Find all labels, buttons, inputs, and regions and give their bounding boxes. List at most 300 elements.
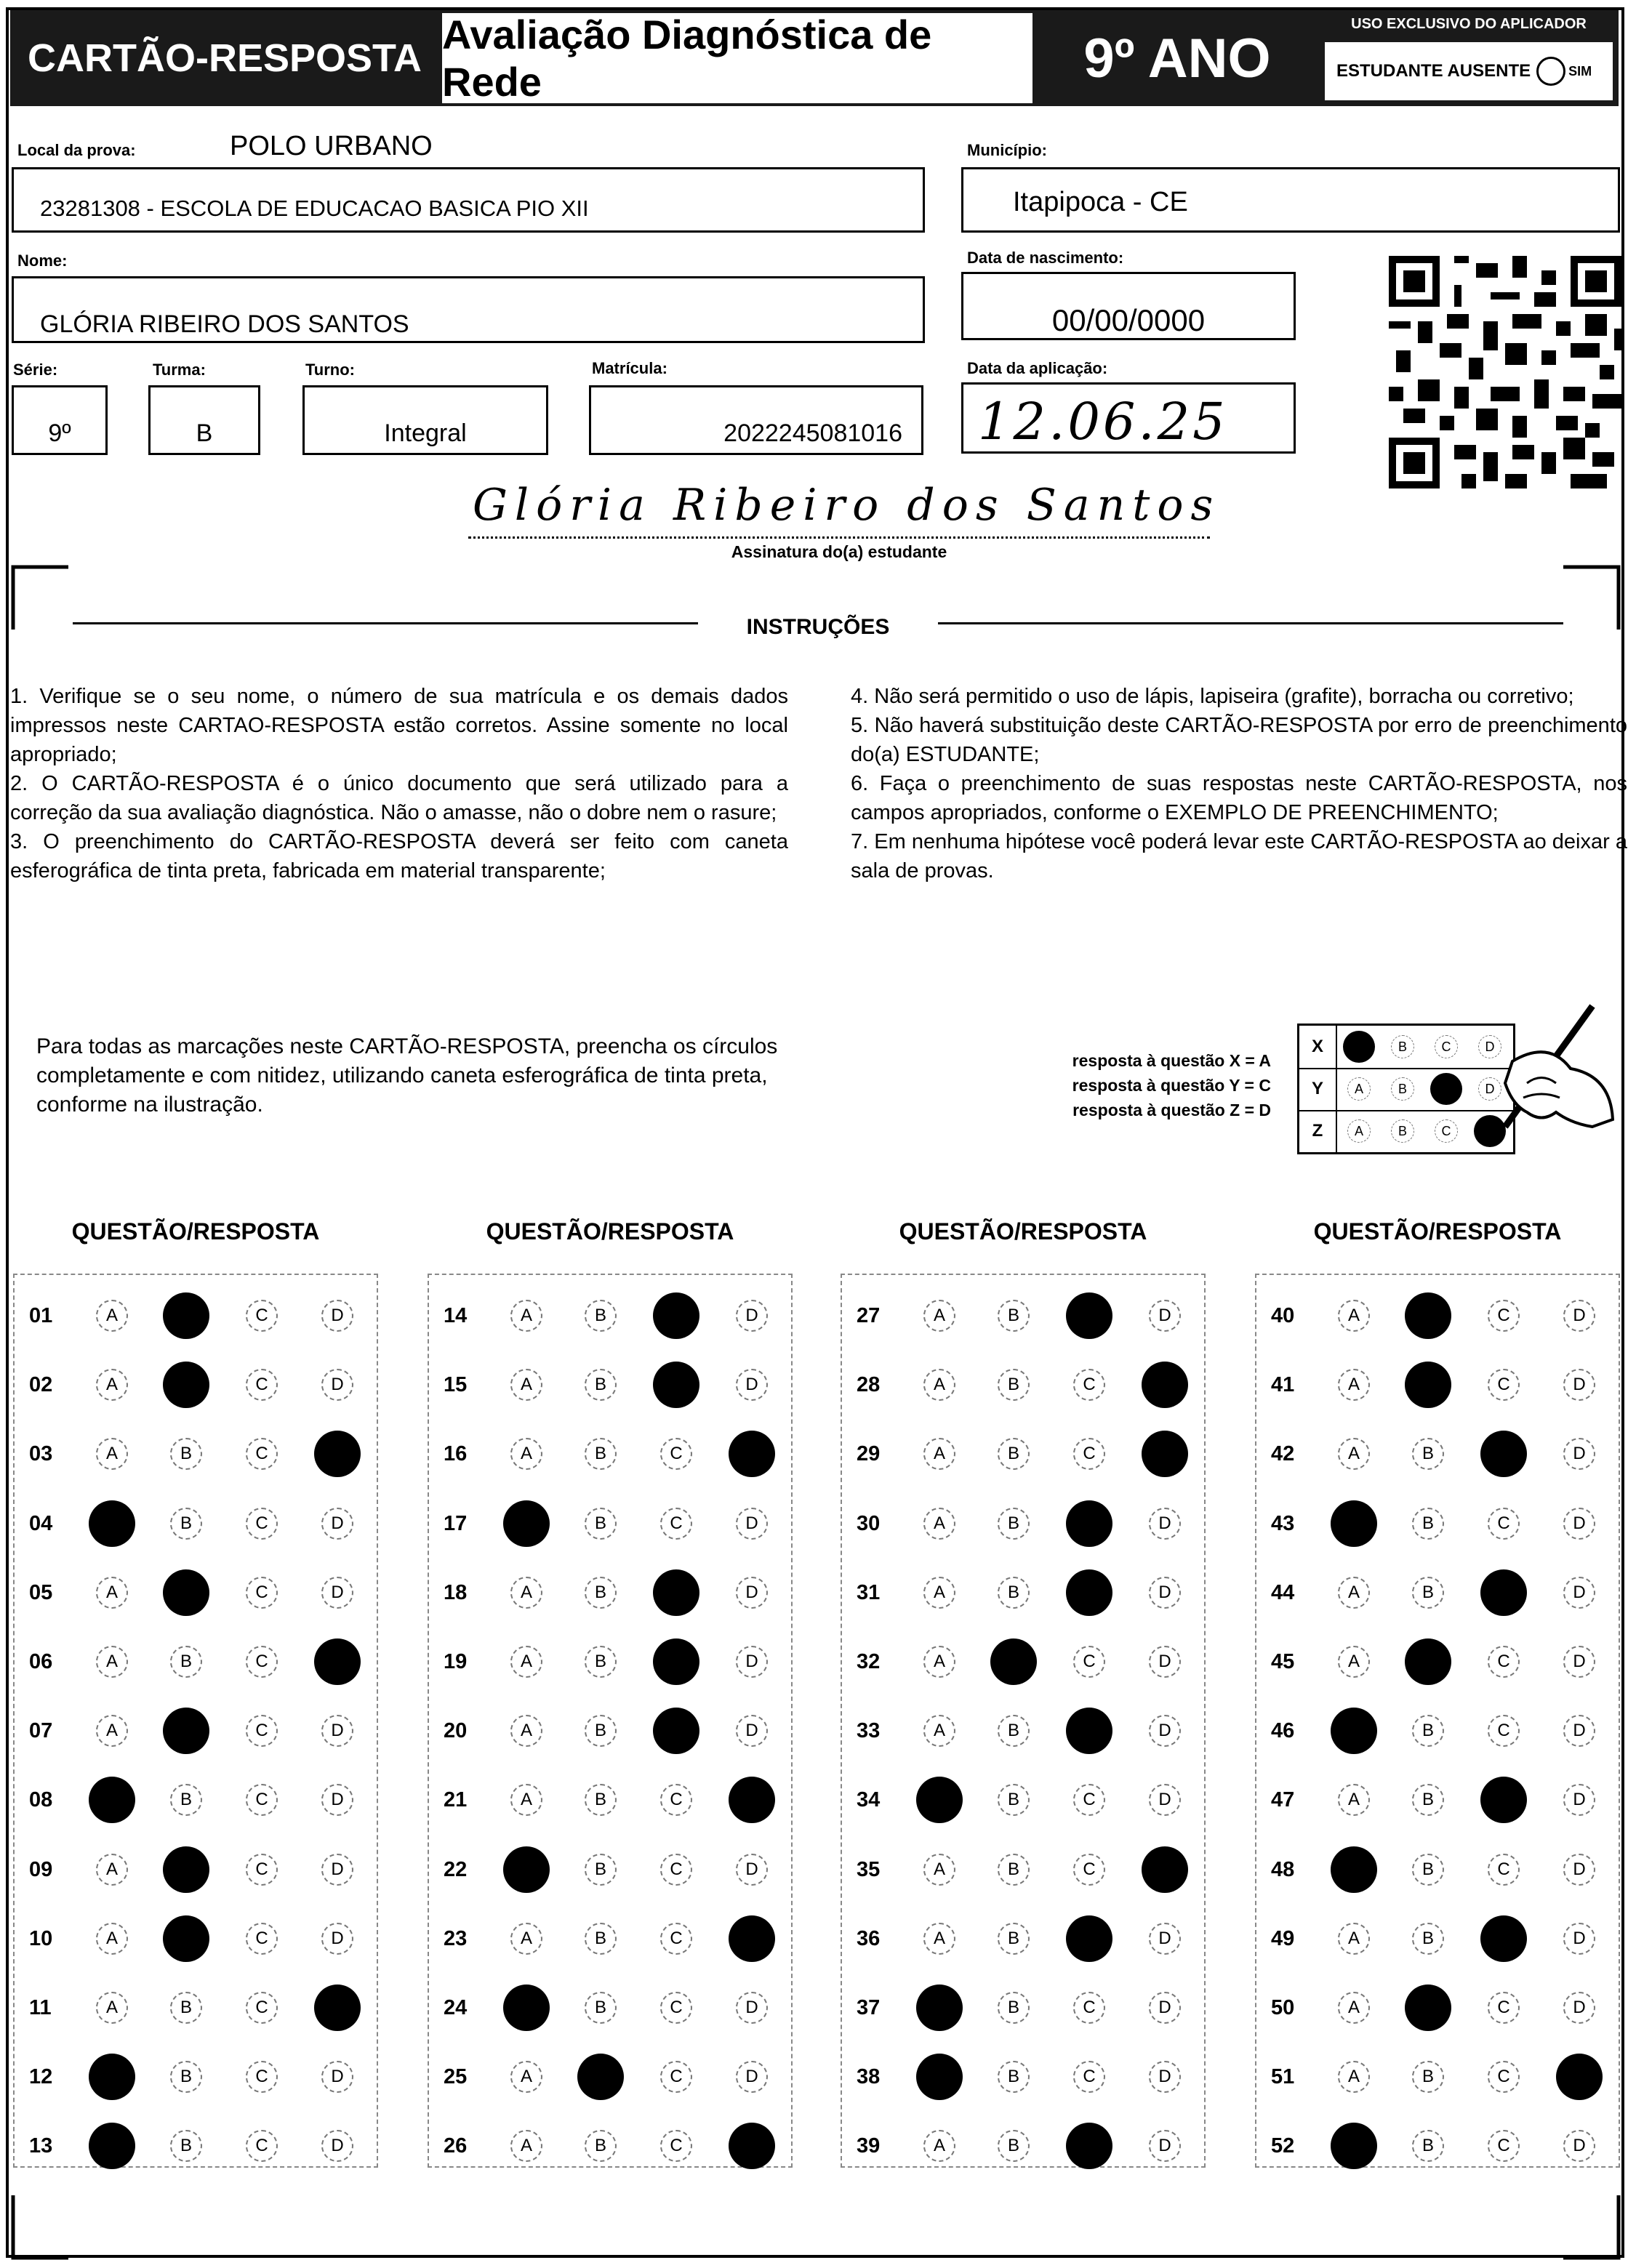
- answer-bubble-a[interactable]: [1331, 2123, 1377, 2169]
- answer-bubble-a[interactable]: A: [96, 1923, 128, 1955]
- answer-row: [429, 1778, 791, 1822]
- answer-row: [1256, 1502, 1619, 1545]
- answer-bubble-c[interactable]: C: [660, 2130, 692, 2162]
- answer-bubble-b[interactable]: B: [170, 2061, 202, 2093]
- answer-bubble-d[interactable]: D: [1149, 1992, 1181, 2024]
- answer-bubble-b[interactable]: B: [998, 2061, 1030, 2093]
- example-bubble-b: B: [1391, 1035, 1414, 1058]
- answer-row: [15, 1294, 377, 1338]
- answer-bubble-d[interactable]: D: [736, 1646, 768, 1678]
- answer-bubble-c[interactable]: C: [1488, 1300, 1520, 1332]
- answer-bubble-c[interactable]: C: [1488, 1854, 1520, 1886]
- absent-field: [1325, 42, 1613, 100]
- answer-bubble-b[interactable]: B: [998, 1992, 1030, 2024]
- answer-bubble-d[interactable]: D: [1563, 1923, 1595, 1955]
- answer-bubble-c[interactable]: C: [660, 2061, 692, 2093]
- answer-bubble-c[interactable]: [1066, 1569, 1112, 1616]
- answer-bubble-b[interactable]: B: [585, 2130, 617, 2162]
- answer-bubble-d[interactable]: D: [1563, 1646, 1595, 1678]
- answer-bubble-a[interactable]: A: [510, 2061, 542, 2093]
- matricula-value: 2022245081016: [723, 419, 902, 447]
- answer-bubble-a[interactable]: A: [923, 1300, 955, 1332]
- answer-bubble-c[interactable]: C: [246, 1646, 278, 1678]
- answer-bubble-b[interactable]: B: [170, 1784, 202, 1816]
- answer-bubble-d[interactable]: D: [736, 1300, 768, 1332]
- answer-bubble-a[interactable]: [503, 1846, 550, 1893]
- answer-bubble-d[interactable]: [729, 1431, 775, 1477]
- answer-bubble-c[interactable]: [653, 1708, 699, 1754]
- question-number: 09: [29, 1857, 53, 1881]
- answer-bubble-a[interactable]: A: [1338, 1300, 1370, 1332]
- turma-field: [148, 385, 260, 455]
- answer-bubble-d[interactable]: D: [1149, 1784, 1181, 1816]
- answer-bubble-b[interactable]: B: [998, 1577, 1030, 1609]
- answer-bubble-b[interactable]: B: [998, 1508, 1030, 1540]
- answer-bubble-c[interactable]: [1066, 1500, 1112, 1547]
- answer-bubble-d[interactable]: D: [1563, 1369, 1595, 1401]
- answer-bubble-d[interactable]: D: [1563, 1577, 1595, 1609]
- answer-row: [1256, 2124, 1619, 2168]
- answer-bubble-c[interactable]: C: [246, 1300, 278, 1332]
- answer-bubble-d[interactable]: D: [321, 1715, 353, 1747]
- question-number: 01: [29, 1304, 53, 1327]
- answer-row: [1256, 1986, 1619, 2030]
- answer-bubble-c[interactable]: C: [246, 2061, 278, 2093]
- answer-bubble-b[interactable]: [1405, 1362, 1451, 1408]
- question-number: 16: [444, 1442, 468, 1466]
- answer-bubble-b[interactable]: B: [998, 1923, 1030, 1955]
- turno-value: Integral: [384, 419, 467, 447]
- question-number: 45: [1271, 1650, 1295, 1673]
- example-line-y: resposta à questão Y = C: [1072, 1076, 1271, 1095]
- answer-bubble-d[interactable]: D: [321, 2061, 353, 2093]
- qr-code: [1389, 256, 1621, 488]
- answer-bubble-a[interactable]: A: [923, 1854, 955, 1886]
- instructions-title: INSTRUÇÕES: [746, 615, 890, 639]
- answer-bubble-b[interactable]: B: [998, 1438, 1030, 1470]
- answer-row: [15, 1709, 377, 1753]
- question-number: 10: [29, 1926, 53, 1950]
- answer-bubble-a[interactable]: A: [923, 1369, 955, 1401]
- answer-row: [429, 1363, 791, 1407]
- answer-bubble-b[interactable]: [990, 1638, 1037, 1685]
- answer-bubble-d[interactable]: D: [1149, 1508, 1181, 1540]
- question-number: 47: [1271, 1788, 1295, 1812]
- answer-bubble-a[interactable]: [1331, 1846, 1377, 1893]
- answer-bubble-a[interactable]: [1331, 1500, 1377, 1547]
- answer-bubble-c[interactable]: [1480, 1569, 1527, 1616]
- answer-bubble-d[interactable]: [1142, 1846, 1188, 1893]
- answer-bubble-c[interactable]: [653, 1292, 699, 1339]
- answer-bubble-b[interactable]: B: [1412, 1784, 1444, 1816]
- answer-bubble-d[interactable]: D: [736, 1854, 768, 1886]
- answer-bubble-a[interactable]: A: [96, 1369, 128, 1401]
- example-bubble-b: B: [1391, 1077, 1414, 1101]
- answer-bubble-d[interactable]: D: [736, 1369, 768, 1401]
- answers-column-header: QUESTÃO/RESPOSTA: [899, 1218, 1147, 1244]
- answer-bubble-d[interactable]: D: [1149, 1646, 1181, 1678]
- answer-bubble-c[interactable]: C: [1488, 1646, 1520, 1678]
- answer-bubble-d[interactable]: [314, 1431, 361, 1477]
- answer-row: [842, 1917, 1204, 1961]
- answer-bubble-b[interactable]: B: [170, 1646, 202, 1678]
- answer-bubble-d[interactable]: [729, 2123, 775, 2169]
- answer-bubble-d[interactable]: D: [321, 1577, 353, 1609]
- answer-bubble-c[interactable]: [653, 1569, 699, 1616]
- answer-bubble-d[interactable]: D: [321, 1784, 353, 1816]
- answer-bubble-c[interactable]: C: [1073, 1784, 1105, 1816]
- question-number: 41: [1271, 1373, 1295, 1397]
- answers-column-header: QUESTÃO/RESPOSTA: [486, 1218, 734, 1244]
- answer-bubble-a[interactable]: A: [510, 1300, 542, 1332]
- answer-bubble-a[interactable]: [89, 2054, 135, 2100]
- answer-bubble-b[interactable]: B: [1412, 1854, 1444, 1886]
- answer-bubble-a[interactable]: [89, 1500, 135, 1547]
- answer-row: [842, 1848, 1204, 1891]
- answer-bubble-a[interactable]: A: [923, 2130, 955, 2162]
- question-number: 19: [444, 1650, 468, 1673]
- answer-bubble-c[interactable]: C: [246, 1992, 278, 2024]
- answer-bubble-d[interactable]: D: [1563, 1438, 1595, 1470]
- answer-bubble-a[interactable]: A: [510, 1438, 542, 1470]
- answer-bubble-a[interactable]: A: [510, 1369, 542, 1401]
- answers-column: [428, 1274, 793, 2168]
- question-number: 25: [444, 2065, 468, 2089]
- answer-bubble-b[interactable]: B: [585, 1854, 617, 1886]
- instructions-right: 4. Não será permitido o uso de lápis, lapiseira (grafite), borracha ou corretivo; 5. Não haverá substituição deste CARTÃO-RESPOSTA por erro de preenchimento do(a) ESTUDANTE; 6. Faça o preenchimento de suas respostas neste CARTÃO-RESPOSTA, nos campos apropriados, conforme o EXEMPLO DE PREENCHIMENTO; 7. Em nenhuma hipótese você poderá levar este CARTÃO-RESPOSTA ao deixar a sala de provas.: [851, 685, 1627, 882]
- answer-bubble-b[interactable]: B: [998, 1854, 1030, 1886]
- answer-bubble-d[interactable]: D: [736, 1715, 768, 1747]
- answer-bubble-c[interactable]: C: [1073, 1854, 1105, 1886]
- question-number: 24: [444, 1996, 468, 2019]
- answer-bubble-c[interactable]: C: [246, 1577, 278, 1609]
- example-row: [1299, 1068, 1513, 1111]
- answer-row: [1256, 1778, 1619, 1822]
- question-number: 34: [857, 1788, 881, 1812]
- answer-bubble-d[interactable]: D: [736, 1508, 768, 1540]
- example-row-label: Z: [1299, 1110, 1337, 1152]
- answer-bubble-c[interactable]: C: [660, 1992, 692, 2024]
- answer-bubble-b[interactable]: B: [998, 1369, 1030, 1401]
- answer-bubble-d[interactable]: D: [1149, 1300, 1181, 1332]
- answer-bubble-a[interactable]: A: [1338, 2061, 1370, 2093]
- answer-bubble-b[interactable]: B: [170, 1508, 202, 1540]
- answer-bubble-d[interactable]: D: [1563, 1300, 1595, 1332]
- answer-bubble-d[interactable]: D: [321, 1854, 353, 1886]
- answers-column: [841, 1274, 1206, 2168]
- answers-column-header: QUESTÃO/RESPOSTA: [71, 1218, 320, 1244]
- answer-bubble-c[interactable]: [1480, 1915, 1527, 1962]
- answer-row: [429, 1432, 791, 1476]
- answer-bubble-d[interactable]: [314, 1984, 361, 2031]
- answer-bubble-c[interactable]: C: [1073, 2061, 1105, 2093]
- question-number: 33: [857, 1719, 881, 1743]
- answer-bubble-d[interactable]: D: [736, 2061, 768, 2093]
- answer-bubble-b[interactable]: B: [170, 1438, 202, 1470]
- answer-bubble-d[interactable]: D: [1563, 2130, 1595, 2162]
- answer-row: [429, 2055, 791, 2099]
- answer-bubble-b[interactable]: B: [1412, 1577, 1444, 1609]
- answer-bubble-b[interactable]: B: [1412, 2061, 1444, 2093]
- answer-bubble-d[interactable]: D: [321, 1369, 353, 1401]
- answer-bubble-c[interactable]: C: [1073, 1992, 1105, 2024]
- answer-bubble-c[interactable]: C: [246, 2130, 278, 2162]
- answer-bubble-d[interactable]: D: [321, 1923, 353, 1955]
- answer-bubble-c[interactable]: C: [1073, 1438, 1105, 1470]
- answer-bubble-a[interactable]: A: [1338, 1438, 1370, 1470]
- answer-bubble-a[interactable]: A: [1338, 1923, 1370, 1955]
- answer-bubble-c[interactable]: [1480, 1777, 1527, 1823]
- signature-label: Assinatura do(a) estudante: [731, 542, 947, 561]
- answer-bubble-d[interactable]: [729, 1777, 775, 1823]
- question-number: 06: [29, 1650, 53, 1673]
- answer-bubble-a[interactable]: [503, 1500, 550, 1547]
- answer-bubble-d[interactable]: D: [1149, 1923, 1181, 1955]
- answer-bubble-c[interactable]: C: [660, 1508, 692, 1540]
- example-line-x: resposta à questão X = A: [1072, 1051, 1271, 1070]
- question-number: 39: [857, 2134, 881, 2158]
- answer-bubble-c[interactable]: [1066, 1292, 1112, 1339]
- answer-bubble-a[interactable]: A: [923, 1508, 955, 1540]
- answer-bubble-d[interactable]: [314, 1638, 361, 1685]
- answer-row: [429, 1640, 791, 1684]
- nome-field: [12, 276, 925, 343]
- turma-value: B: [196, 419, 213, 447]
- answer-bubble-b[interactable]: B: [170, 1992, 202, 2024]
- answer-row: [1256, 1640, 1619, 1684]
- question-number: 05: [29, 1580, 53, 1604]
- answer-bubble-b[interactable]: B: [585, 1715, 617, 1747]
- absent-label: ESTUDANTE AUSENTE: [1336, 61, 1531, 81]
- question-number: 20: [444, 1719, 468, 1743]
- answer-bubble-d[interactable]: D: [1563, 1715, 1595, 1747]
- answer-bubble-a[interactable]: A: [510, 1715, 542, 1747]
- answer-bubble-c[interactable]: [1066, 1708, 1112, 1754]
- answer-bubble-a[interactable]: A: [510, 1784, 542, 1816]
- fill-note: Para todas as marcações neste CARTÃO-RESPOSTA, preencha os círculos completamente e com nitidez, utilizando caneta esferográfica de tinta preta, conforme na ilustração.: [36, 1034, 778, 1117]
- question-number: 22: [444, 1857, 468, 1881]
- answer-bubble-d[interactable]: [1142, 1362, 1188, 1408]
- card-title: CARTÃO-RESPOSTA: [10, 10, 439, 106]
- answer-bubble-c[interactable]: C: [660, 1923, 692, 1955]
- example-row-label: X: [1299, 1026, 1337, 1068]
- answer-bubble-b[interactable]: B: [1412, 1923, 1444, 1955]
- answer-bubble-c[interactable]: C: [1488, 2061, 1520, 2093]
- answer-bubble-b[interactable]: B: [585, 1784, 617, 1816]
- answer-bubble-d[interactable]: D: [1563, 1992, 1595, 2024]
- answer-bubble-d[interactable]: D: [1563, 1784, 1595, 1816]
- answer-bubble-a[interactable]: [89, 1777, 135, 1823]
- answer-bubble-d[interactable]: D: [1563, 1508, 1595, 1540]
- answer-bubble-b[interactable]: B: [585, 1923, 617, 1955]
- answer-bubble-c[interactable]: C: [1488, 1992, 1520, 2024]
- answer-bubble-d[interactable]: D: [1149, 1577, 1181, 1609]
- answer-bubble-b[interactable]: [1405, 1292, 1451, 1339]
- question-number: 11: [29, 1996, 52, 2019]
- question-number: 14: [444, 1304, 468, 1327]
- answer-bubble-b[interactable]: B: [998, 1300, 1030, 1332]
- answer-bubble-b[interactable]: B: [585, 1438, 617, 1470]
- answer-row: [15, 1848, 377, 1891]
- answer-bubble-b[interactable]: B: [585, 1992, 617, 2024]
- answer-row: [15, 2124, 377, 2168]
- answer-bubble-d[interactable]: D: [1149, 2061, 1181, 2093]
- answer-bubble-c[interactable]: C: [246, 1438, 278, 1470]
- turno-field: [302, 385, 548, 455]
- answer-bubble-b[interactable]: [163, 1362, 209, 1408]
- answer-bubble-d[interactable]: [1142, 1431, 1188, 1477]
- answer-bubble-b[interactable]: [1405, 1638, 1451, 1685]
- answer-bubble-d[interactable]: D: [321, 1300, 353, 1332]
- answer-bubble-c[interactable]: C: [660, 1784, 692, 1816]
- answer-row: [15, 1986, 377, 2030]
- answer-bubble-d[interactable]: D: [1563, 1854, 1595, 1886]
- answer-bubble-b[interactable]: B: [585, 1508, 617, 1540]
- answer-bubble-d[interactable]: D: [736, 1992, 768, 2024]
- answer-bubble-b[interactable]: B: [998, 2130, 1030, 2162]
- answer-bubble-a[interactable]: [916, 1777, 963, 1823]
- answer-bubble-c[interactable]: C: [1488, 1508, 1520, 1540]
- answer-bubble-a[interactable]: A: [510, 1923, 542, 1955]
- answer-bubble-a[interactable]: A: [923, 1715, 955, 1747]
- turno-label: Turno:: [305, 361, 356, 379]
- question-number: 18: [444, 1580, 468, 1604]
- answer-bubble-b[interactable]: [163, 1569, 209, 1616]
- answer-bubble-c[interactable]: C: [246, 1854, 278, 1886]
- answer-bubble-b[interactable]: B: [170, 2130, 202, 2162]
- answer-bubble-a[interactable]: [1331, 1708, 1377, 1754]
- answer-bubble-a[interactable]: [89, 2123, 135, 2169]
- answer-row: [1256, 1294, 1619, 1338]
- answer-bubble-a[interactable]: A: [923, 1577, 955, 1609]
- answer-bubble-a[interactable]: A: [96, 1438, 128, 1470]
- answer-bubble-b[interactable]: B: [1412, 1438, 1444, 1470]
- answer-bubble-b[interactable]: [163, 1846, 209, 1893]
- answer-row: [429, 1709, 791, 1753]
- answer-bubble-c[interactable]: C: [246, 1715, 278, 1747]
- answer-bubble-a[interactable]: A: [96, 1577, 128, 1609]
- answer-bubble-b[interactable]: [1405, 1984, 1451, 2031]
- answer-bubble-b[interactable]: B: [585, 1300, 617, 1332]
- answer-bubble-a[interactable]: [916, 1984, 963, 2031]
- answer-bubble-c[interactable]: C: [246, 1923, 278, 1955]
- answer-row: [15, 2055, 377, 2099]
- answer-bubble-a[interactable]: A: [923, 1438, 955, 1470]
- answer-bubble-c[interactable]: [1066, 2123, 1112, 2169]
- answer-bubble-b[interactable]: B: [1412, 1715, 1444, 1747]
- local-label: Local da prova:: [17, 141, 136, 159]
- answer-bubble-c[interactable]: C: [1073, 1369, 1105, 1401]
- answer-bubble-a[interactable]: A: [1338, 1784, 1370, 1816]
- answer-bubble-b[interactable]: B: [585, 1577, 617, 1609]
- answer-bubble-b[interactable]: [163, 1708, 209, 1754]
- question-number: 04: [29, 1511, 53, 1535]
- answer-bubble-a[interactable]: A: [1338, 1369, 1370, 1401]
- answer-bubble-b[interactable]: B: [585, 1646, 617, 1678]
- question-number: 26: [444, 2134, 468, 2158]
- question-number: 15: [444, 1373, 468, 1397]
- answer-bubble-c[interactable]: [1480, 1431, 1527, 1477]
- answer-bubble-a[interactable]: A: [923, 1923, 955, 1955]
- answer-bubble-c[interactable]: C: [246, 1508, 278, 1540]
- answer-bubble-c[interactable]: C: [246, 1369, 278, 1401]
- aplicacao-label: Data da aplicação:: [967, 359, 1108, 377]
- answer-bubble-a[interactable]: A: [510, 2130, 542, 2162]
- absent-bubble[interactable]: [1536, 57, 1565, 86]
- question-number: 32: [857, 1650, 881, 1673]
- answer-bubble-b[interactable]: B: [998, 1715, 1030, 1747]
- answer-bubble-d[interactable]: D: [321, 2130, 353, 2162]
- answer-bubble-c[interactable]: [653, 1362, 699, 1408]
- answer-bubble-a[interactable]: A: [96, 1646, 128, 1678]
- answer-bubble-b[interactable]: B: [585, 1369, 617, 1401]
- answer-bubble-a[interactable]: A: [96, 1300, 128, 1332]
- answer-bubble-c[interactable]: [1066, 1915, 1112, 1962]
- answer-row: [429, 1986, 791, 2030]
- answer-bubble-a[interactable]: [503, 1984, 550, 2031]
- answer-bubble-d[interactable]: D: [736, 1577, 768, 1609]
- absent-option: SIM: [1568, 63, 1592, 79]
- question-number: 13: [29, 2134, 53, 2158]
- answer-bubble-a[interactable]: [916, 2054, 963, 2100]
- answer-bubble-a[interactable]: A: [96, 1854, 128, 1886]
- answer-bubble-d[interactable]: D: [1149, 1715, 1181, 1747]
- answer-bubble-a[interactable]: A: [510, 1577, 542, 1609]
- aplicacao-field: [961, 382, 1296, 454]
- example-bubble-c: C: [1435, 1119, 1458, 1143]
- answer-bubble-d[interactable]: D: [1149, 2130, 1181, 2162]
- answer-bubble-b[interactable]: [163, 1292, 209, 1339]
- answer-bubble-a[interactable]: A: [96, 1992, 128, 2024]
- answer-bubble-a[interactable]: A: [96, 1715, 128, 1747]
- answer-bubble-d[interactable]: D: [321, 1508, 353, 1540]
- question-number: 48: [1271, 1857, 1295, 1881]
- answer-bubble-b[interactable]: B: [1412, 1508, 1444, 1540]
- answer-bubble-c[interactable]: C: [660, 1438, 692, 1470]
- answer-bubble-a[interactable]: A: [1338, 1577, 1370, 1609]
- answer-row: [842, 1502, 1204, 1545]
- question-number: 46: [1271, 1719, 1295, 1743]
- answer-bubble-b[interactable]: B: [1412, 2130, 1444, 2162]
- answer-bubble-b[interactable]: [163, 1915, 209, 1962]
- question-number: 40: [1271, 1304, 1295, 1327]
- answer-bubble-b[interactable]: B: [998, 1784, 1030, 1816]
- answer-bubble-c[interactable]: C: [660, 1854, 692, 1886]
- question-number: 30: [857, 1511, 881, 1535]
- question-number: 07: [29, 1719, 53, 1743]
- answer-bubble-c[interactable]: C: [1488, 1715, 1520, 1747]
- answer-bubble-b[interactable]: [577, 2054, 624, 2100]
- answer-row: [842, 1640, 1204, 1684]
- answer-bubble-c[interactable]: C: [246, 1784, 278, 1816]
- answer-bubble-a[interactable]: A: [923, 1646, 955, 1678]
- answer-row: [1256, 1709, 1619, 1753]
- nascimento-label: Data de nascimento:: [967, 249, 1124, 267]
- answer-bubble-c[interactable]: [653, 1638, 699, 1685]
- municipio-label: Município:: [967, 141, 1047, 159]
- answer-bubble-a[interactable]: A: [1338, 1992, 1370, 2024]
- answer-bubble-d[interactable]: [729, 1915, 775, 1962]
- answer-bubble-d[interactable]: [1556, 2054, 1603, 2100]
- question-number: 17: [444, 1511, 468, 1535]
- answer-bubble-a[interactable]: A: [1338, 1646, 1370, 1678]
- example-legend: [1031, 1048, 1271, 1122]
- answer-bubble-c[interactable]: C: [1488, 2130, 1520, 2162]
- answer-bubble-c[interactable]: C: [1073, 1646, 1105, 1678]
- answer-bubble-a[interactable]: A: [510, 1646, 542, 1678]
- answer-row: [429, 2124, 791, 2168]
- answer-bubble-c[interactable]: C: [1488, 1369, 1520, 1401]
